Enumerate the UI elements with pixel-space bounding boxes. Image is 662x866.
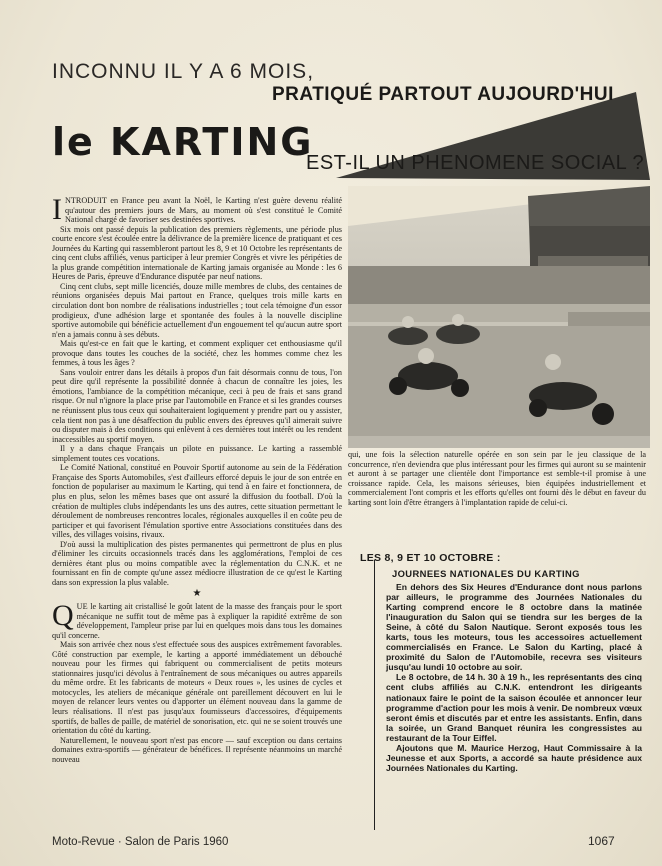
article-paragraph: Six mois ont passé depuis la publication des premiers règlements, une période plus courte encore s'est écoulée entre la délivrance de la première licence de pratiquant et ces Journées du Karting qui rassembleront partout les 8, 9 et 10 Octobre les représentants de cinq cent clubs affiliés, venus participer à leur premier Congrès et vivre les péripéties de la plus grande compétition internationale de Karting jamais organisée au Monde : les 6 Heures de Paris, épreuve d'Endurance disputée par neuf nations. (52, 224, 342, 282)
dropcap-i: I (52, 193, 62, 226)
article-column-2 (348, 450, 646, 507)
dropcap-q: Q (52, 598, 74, 632)
box-subtitle: JOURNEES NATIONALES DU KARTING (392, 568, 580, 579)
article-paragraph: Mais son arrivée chez nous s'est effectuée sous des auspices extrêmement favorables. Côté construction par exemple, le karting a apporté immédiatement un débouché nouveau pour les firmes qui fabriquent ou commercialisent de petits moteurs stationnaires jusqu'ici dévolus à l'entraînement de sous mécaniques ou autres appareils du même ordre. Et les fabricants de moteurs « Deux roues », les usines de cycles et motocycles, les ateliers de mécanique générale ont pareillement découvert en lui le moyen de relancer leurs ventes ou d'apporter un élément nouveau dans la gamme de leurs réalisations. Il n'est pas jusqu'aux fournisseurs d'accessoires, d'équipements sportifs, de balles de paille, de matériel de sonorisation, etc. qui ne se soient trouvés une orientation du côté du karting. (52, 640, 342, 736)
headline-brand: le KARTING (52, 120, 314, 164)
headline-question: EST-IL UN PHENOMENE SOCIAL ? (306, 152, 645, 174)
article-paragraph: QUE le karting ait cristallisé le goût latent de la masse des français pour le sport mécanique ne suffit tout de même pas à expliquer la rapidité extrême de son développement, l'ampleur prise par lui en quelques mois dans tous les domaines qu'il concerne. (52, 598, 342, 640)
footer-publication: Moto-Revue · Salon de Paris 1960 (52, 836, 229, 848)
article-paragraph: Il y a dans chaque Français un pilote en puissance. Le karting a rassemblé simplement toutes ces vocations. (52, 444, 342, 463)
article-paragraph: Sans vouloir entrer dans les détails à propos d'un fait désormais connu de tous, l'on peut dire qu'il représente la possibilité donnée à chacun de connaître les joies, les émotions, l'ambiance de la compétition mécanique, ceci à peu de frais et sans grand risque. Or nul n'ignore la place prise par l'automobile en France et si les grandes courses ne réunissent plus tous ceux qui souhaiteraient logiquement y prendre part ou y assister, cela tient non pas à une désaffection du public envers des épreuves qu'il aimerait suivre ou disputer mais à des conditions qui enlèvent à ces dernières tout intérêt ou les rendent inaccessibles au sportif moyen. (52, 367, 342, 444)
page-number: 1067 (588, 834, 615, 848)
box-paragraph: En dehors des Six Heures d'Endurance dont nous parlons par ailleurs, le programme des Journées Nationales du Karting comprend encore le 8 octobre dans la matinée l'inauguration du Salon qui se tiendra sur les berges de la Seine, à côté du Salon Nautique. Seront exposés tous les karts, tous les moteurs, tous les accessoires actuellement commercialisés en France. Le Salon du Karting, placé à proximité du Salon de l'Automobile, recevra ses visiteurs jusqu'au lundi 10 octobre au soir. (386, 582, 642, 673)
headline-line1: INCONNU IL Y A 6 MOIS, (52, 60, 315, 83)
article-paragraph: Mais qu'est-ce en fait que le karting, et comment expliquer cet enthousiasme qu'il provoque dans toutes les couches de la société, chez les hommes comme chez les femmes, à tous les âges ? (52, 339, 342, 368)
box-body (386, 582, 642, 773)
article-paragraph: Le Comité National, constitué en Pouvoir Sportif autonome au sein de la Fédération Française des Sports Automobiles, s'est d'ailleurs efforcé depuis le jour de son entrée en fonction de populariser au maximum le Karting, qui tend à en faire et fonctionnera, de plus en plus, selon les mêmes bases que ont assuré la diffusion du football. D'où la création de multiples clubs indépendants les uns des autres, cette situation permettant le déroulement de nombreuses rencontres locales, régionales auxquelles il en coûte peu de participer et qui favorisent l'émulation sportive entre Associations constituées dans des villes, des villages voisins, rivaux. (52, 463, 342, 540)
headline-line2: PRATIQUÉ PARTOUT AUJOURD'HUI (272, 84, 614, 105)
box-paragraph: Le 8 octobre, de 14 h. 30 à 19 h., les représentants des cinq cent clubs affiliés au C.N.K. entendront les dirigeants nationaux faire le point de la saison écoulée et annoncer leur programme d'action pour les mois à venir. De nombreux vœux seront émis et discutés par et entre les assistants. Enfin, dans la soirée, un Grand Banquet réunira les congressistes au restaurant de la Tour Eiffel. (386, 672, 642, 743)
box-paragraph: Ajoutons que M. Maurice Herzog, Haut Commissaire à la Jeunesse et aux Sports, a accordé sa haute présidence aux Journées Nationales du Karting. (386, 742, 642, 773)
karting-race-photo (348, 186, 650, 448)
box-rule (374, 560, 375, 830)
article-paragraph: Cinq cent clubs, sept mille licenciés, douze mille membres de clubs, des centaines de réunions organisées depuis Mai partout en France, quelques trois mille karts en circulation dont bon nombre de réalisations industrielles ; tout cela témoigne d'un essor prodigieux, d'une adhésion large et spontanée des foules à la nouvelle discipline sportive automobile qui bénéficie actuellement d'un engouement tel qu'aucun autre sport n'en a jamais connu à ses débuts. (52, 281, 342, 339)
section-star: ★ (192, 588, 202, 600)
article-paragraph: Naturellement, le nouveau sport n'est pas encore — sauf exception ou dans certains domaines extra-sportifs — générateur de bénéfices. Il représente néanmoins un marché nouveau (52, 735, 342, 764)
box-title: LES 8, 9 ET 10 OCTOBRE : (360, 552, 501, 564)
article-column-1 (52, 193, 342, 764)
article-paragraph: INTRODUIT en France peu avant la Noël, le Karting n'est guère devenu réalité qu'autour des premiers jours de Mars, au moment où s'est constitué le Comité National chargé de favoriser ses destinées sportives. (52, 193, 342, 226)
article-paragraph: qui, une fois la sélection naturelle opérée en son sein par le jeu classique de la concurrence, n'en deviendra que plus intéressant pour les firmes qui auront su se maintenir et auront à se partager une clientèle dont l'importance est semble-t-il promise à une croissance rapide. Cela, les maisons sérieuses, bien équipées industriellement et commercialement l'ont compris et les efforts qu'elles ont fourni dès le début en faveur du karting sont loin d'être étrangers à l'implantation rapide de celui-ci. (348, 450, 646, 507)
article-paragraph: D'où aussi la multiplication des pistes permanentes qui permettront de plus en plus d'éliminer les circuits occasionnels tracés dans les agglomérations, l'emploi de ces dernières étant plus ou moins compatible avec la réglementation du C.N.K. et ne fournissant en fin de compte qu'une assez médiocre illustration de ce qu'est le Karting dans son expression la plus valable. (52, 539, 342, 587)
